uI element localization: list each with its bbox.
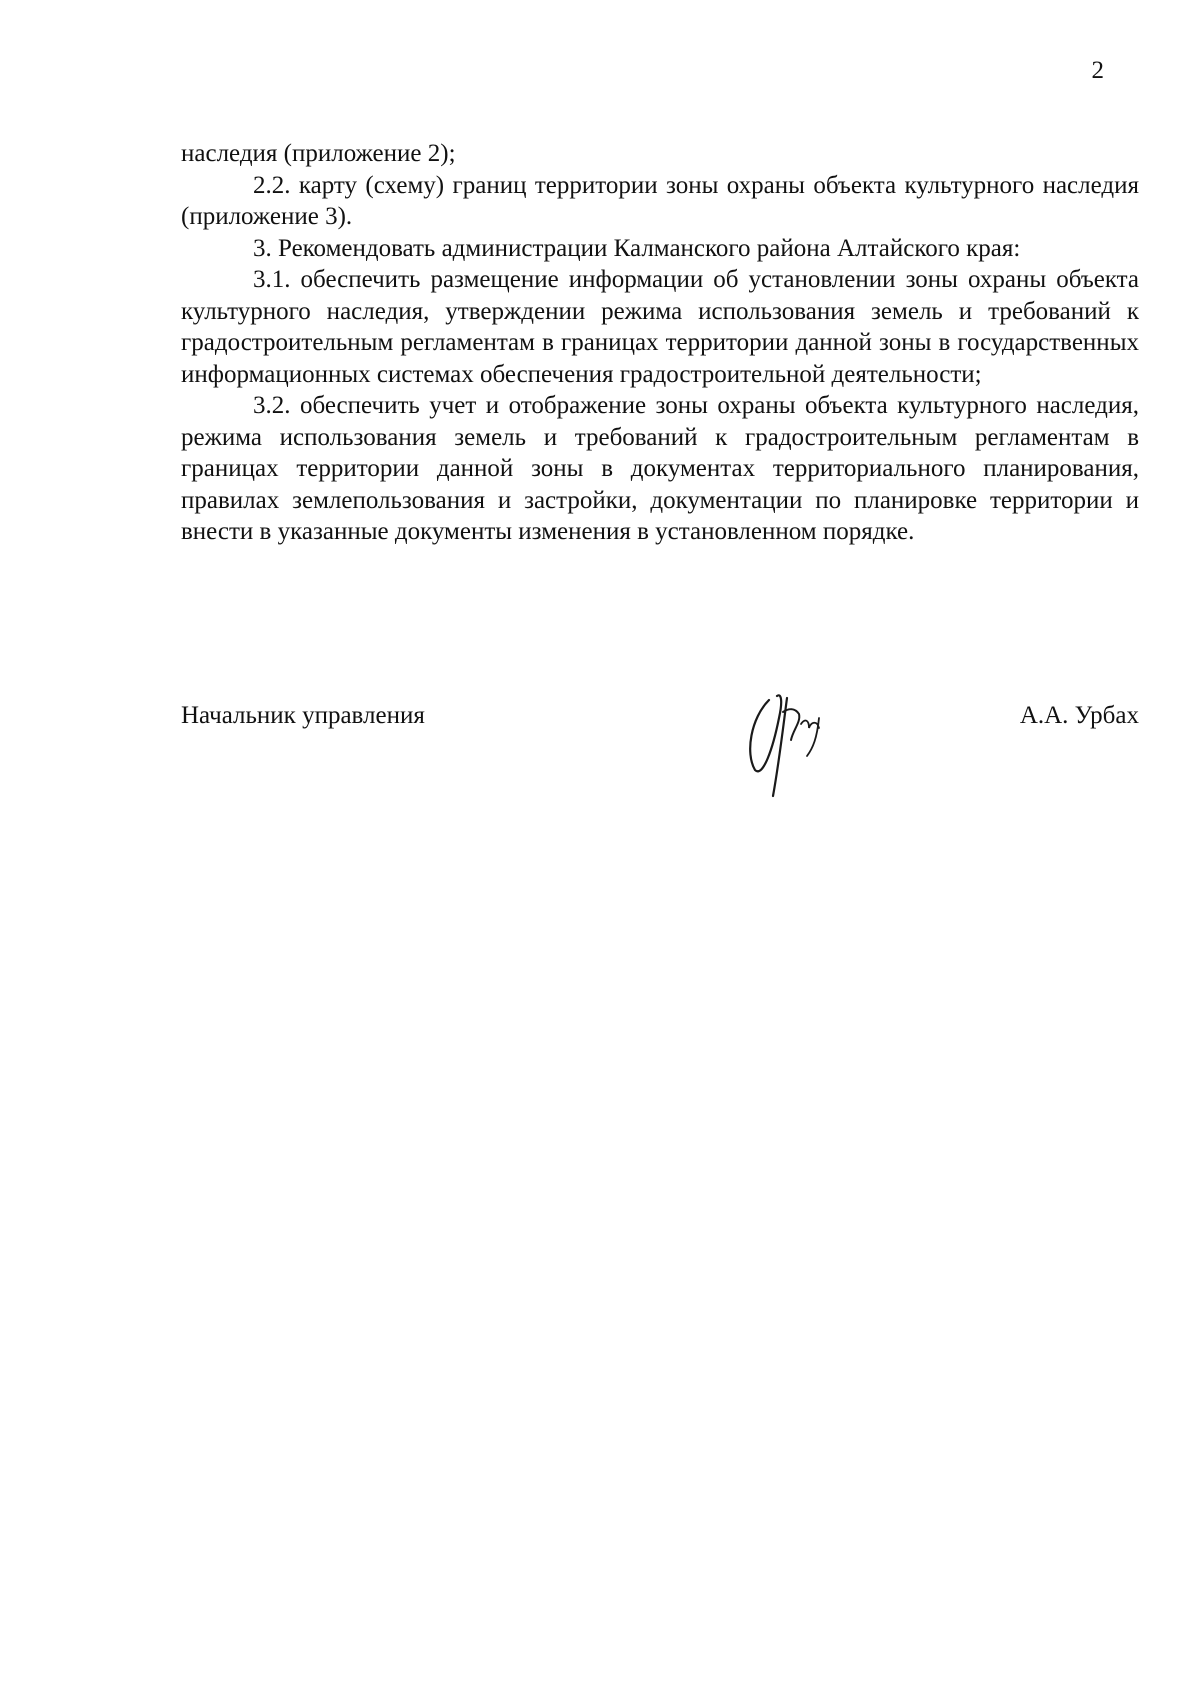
paragraph-3-1: 3.1. обеспечить размещение информации об установлении зоны охраны объекта культурного наследия, утверждении режима использования земель и требований к градостроительным регламентам в границах территории данной зоны в государственных информационных системах обеспечения градостроительной деятельности;	[181, 266, 1139, 388]
signatory-name: А.А. Урбах	[1019, 702, 1139, 729]
paragraph-continuation: наследия (приложение 2);	[181, 140, 456, 167]
page-number: 2	[1091, 57, 1104, 84]
document-body	[181, 138, 1139, 548]
paragraph-3: 3. Рекомендовать администрации Калманского района Алтайского края:	[253, 234, 1021, 262]
paragraph-3-2: 3.2. обеспечить учет и отображение зоны охраны объекта культурного наследия, режима использования земель и требований к градостроительным регламентам в границах территории данной зоны в документах территориального планирования, правилах землепользования и застройки, документации по планировке территории и внести в указанные документы изменения в установленном порядке.	[181, 392, 1139, 545]
signatory-title: Начальник управления	[181, 702, 425, 729]
handwritten-signature	[721, 678, 861, 808]
signature-block	[181, 700, 1139, 810]
paragraph-2-2: 2.2. карту (схему) границ территории зоны охраны объекта культурного наследия (приложение 3).	[181, 171, 1139, 230]
